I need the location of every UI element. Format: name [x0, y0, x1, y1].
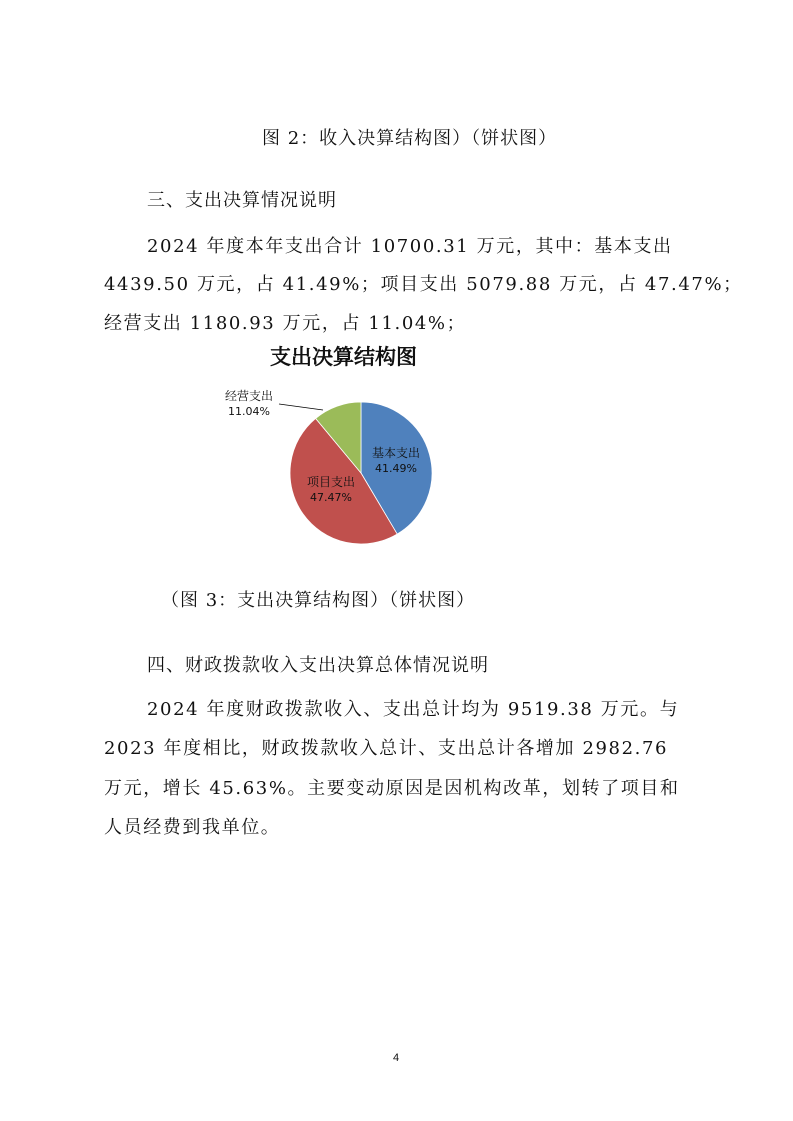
slice-label-project: 项目支出 — [306, 475, 356, 489]
slice-value-basic: 41.49% — [375, 462, 417, 475]
figure-3-caption: （图 3：支出决算结构图）（饼状图） — [161, 590, 476, 611]
section-4-line-2: 2023 年度相比，财政拨款收入总计、支出总计各增加 2982.76 — [104, 738, 669, 759]
slice-label-operating: 经营支出 — [224, 389, 274, 403]
leader-line-operating — [279, 404, 323, 410]
chart-title: 支出决算结构图 — [270, 345, 417, 369]
section-4-line-3: 万元，增长 45.63%。主要变动原因是因机构改革，划转了项目和 — [104, 778, 680, 799]
section-3-heading: 三、支出决算情况说明 — [147, 190, 337, 211]
figure-2-caption: 图 2：收入决算结构图）（饼状图） — [262, 128, 558, 149]
section-4-heading: 四、财政拨款收入支出决算总体情况说明 — [147, 655, 489, 676]
page-number: 4 — [393, 1052, 400, 1064]
slice-label-basic: 基本支出 — [371, 446, 421, 460]
section-4-line-1: 2024 年度财政拨款收入、支出总计均为 9519.38 万元。与 — [147, 699, 680, 720]
section-3-line-3: 经营支出 1180.93 万元，占 11.04%； — [104, 313, 467, 334]
section-3-line-2: 4439.50 万元，占 41.49%；项目支出 5079.88 万元，占 47.47%； — [104, 274, 743, 295]
slice-value-operating: 11.04% — [228, 405, 270, 418]
slice-value-project: 47.47% — [310, 491, 352, 504]
section-3-line-1: 2024 年度本年支出合计 10700.31 万元，其中：基本支出 — [147, 236, 673, 257]
section-4-line-4: 人员经费到我单位。 — [104, 817, 281, 838]
